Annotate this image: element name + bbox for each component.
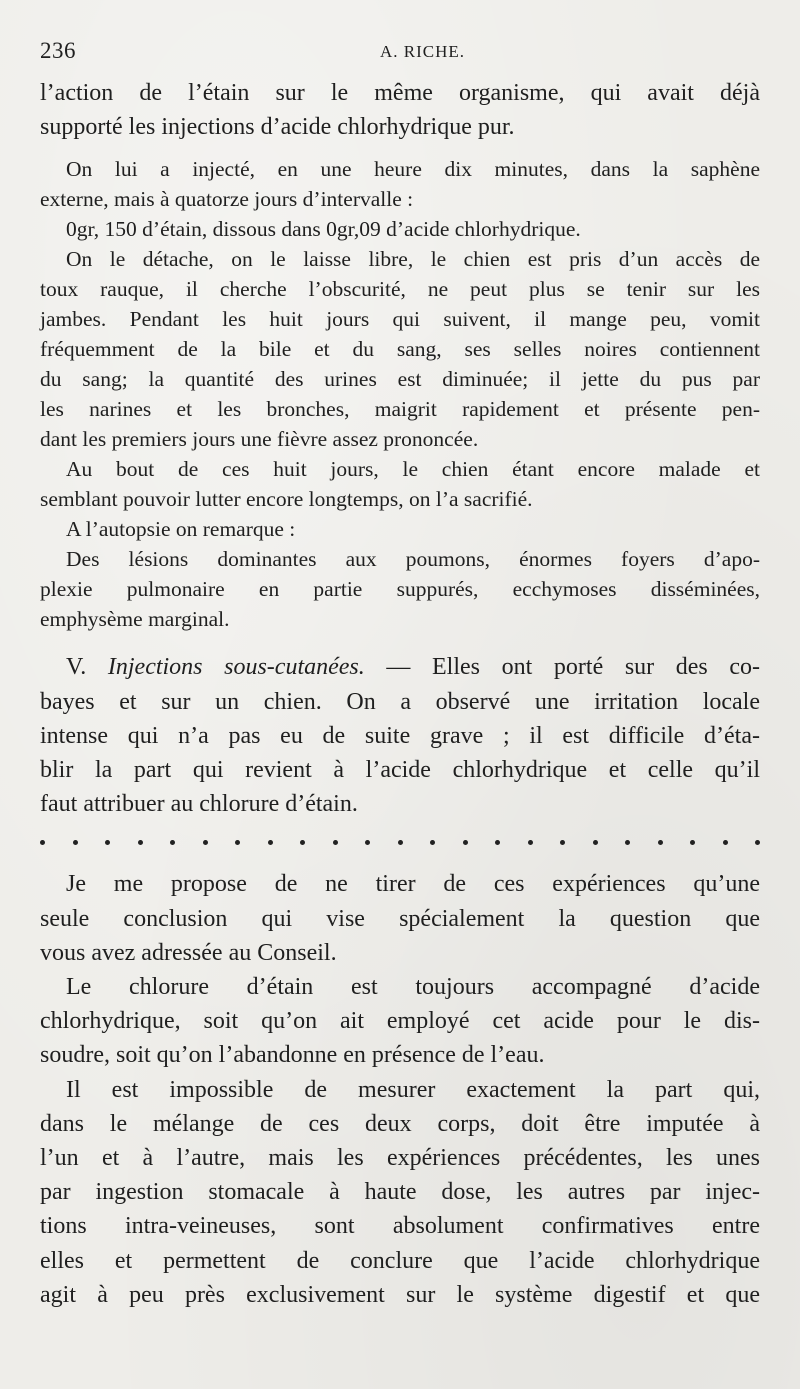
separator-dot — [40, 840, 45, 845]
page-header — [40, 38, 760, 68]
text-line: bayes et sur un chien. On a observé une irritation locale — [40, 688, 760, 715]
text-line: faut attribuer au chlorure d’étain. — [40, 791, 358, 818]
paragraph — [40, 244, 760, 454]
text-line: dant les premiers jours une fièvre assez prononcée. — [40, 427, 479, 452]
text-line: A l’autopsie on remarque : — [66, 517, 296, 542]
dotted-separator — [40, 827, 760, 857]
text-line: plexie pulmonaire en partie suppurés, ecchymoses disséminées, — [40, 577, 760, 602]
text-line: du sang; la quantité des urines est diminuée; il jette du pus par — [40, 367, 760, 392]
separator-dot — [723, 840, 728, 845]
text-line: Je me propose de ne tirer de ces expériences qu’une — [66, 871, 760, 898]
text-line: 0gr, 150 d’étain, dissous dans 0gr,09 d’acide chlorhydrique. — [66, 217, 581, 242]
page-number: 236 — [40, 38, 76, 63]
text-line: Il est impossible de mesurer exactement la part qui, — [66, 1076, 760, 1103]
text-line: tions intra-veineuses, sont absolument confirmatives entre — [40, 1213, 760, 1240]
text-line: intense qui n’a pas eu de suite grave ; il est difficile d’éta- — [40, 722, 760, 749]
text-line: vous avez adressée au Conseil. — [40, 939, 337, 966]
paragraph — [40, 544, 760, 634]
paragraph — [40, 154, 760, 214]
formula-line — [40, 214, 760, 244]
separator-dot — [170, 840, 175, 845]
separator-dot — [105, 840, 110, 845]
separator-dot — [495, 840, 500, 845]
text-line: chlorhydrique, soit qu’on ait employé cet acide pour le dis- — [40, 1008, 760, 1035]
text-line: les narines et les bronches, maigrit rapidement et présente pen- — [40, 397, 760, 422]
page-text — [40, 76, 760, 1312]
paragraph — [40, 867, 760, 970]
separator-dot — [73, 840, 78, 845]
text-line: seule conclusion qui vise spécialement la question que — [40, 905, 760, 932]
text-line: soudre, soit qu’on l’abandonne en présence de l’eau. — [40, 1042, 545, 1069]
text-line: fréquemment de la bile et du sang, ses selles noires contiennent — [40, 337, 760, 362]
text-line: elles et permettent de conclure que l’acide chlorhydrique — [40, 1247, 760, 1274]
section-label: V. — [66, 654, 87, 681]
text-line: dans le mélange de ces deux corps, doit être imputée à — [40, 1110, 760, 1137]
text-line: Des lésions dominantes aux poumons, énormes foyers d’apo- — [66, 547, 760, 572]
text-line: toux rauque, il cherche l’obscurité, ne peut plus se tenir sur les — [40, 277, 760, 302]
separator-dot — [430, 840, 435, 845]
separator-dot — [593, 840, 598, 845]
separator-dot — [235, 840, 240, 845]
section-title: Injections sous-cutanées. — [107, 654, 365, 681]
text-line: supporté les injections d’acide chlorhydrique pur. — [40, 114, 515, 141]
text-line: semblant pouvoir lutter encore longtemps, on l’a sacrifié. — [40, 487, 533, 512]
text-line: On le détache, on le laisse libre, le chien est pris d’un accès de — [66, 247, 760, 272]
paragraph — [40, 514, 760, 544]
text-line: Au bout de ces huit jours, le chien étant encore malade et — [66, 457, 760, 482]
paragraph — [40, 970, 760, 1073]
text-line: l’un et à l’autre, mais les expériences précédentes, les unes — [40, 1145, 760, 1172]
separator-dot — [268, 840, 273, 845]
separator-dot — [560, 840, 565, 845]
text-line: externe, mais à quatorze jours d’intervalle : — [40, 187, 414, 212]
paragraph — [40, 454, 760, 514]
separator-dot — [365, 840, 370, 845]
running-head: A. RICHE. — [380, 42, 466, 61]
section-heading-rest: — Elles ont porté sur des co- — [386, 654, 761, 681]
text-line: Le chlorure d’étain est toujours accompagné d’acide — [66, 974, 760, 1001]
separator-dot — [203, 840, 208, 845]
text-line: l’action de l’étain sur le même organisme, qui avait déjà — [40, 80, 760, 106]
separator-dot — [658, 840, 663, 845]
separator-dot — [333, 840, 338, 845]
text-line: blir la part qui revient à l’acide chlorhydrique et celle qu’il — [40, 757, 760, 784]
section-heading-line — [40, 650, 760, 684]
separator-dot — [300, 840, 305, 845]
separator-dot — [463, 840, 468, 845]
separator-dot — [755, 840, 760, 845]
separator-dot — [625, 840, 630, 845]
separator-dot — [398, 840, 403, 845]
separator-dot — [138, 840, 143, 845]
text-line: emphysème marginal. — [40, 607, 230, 632]
paragraph — [40, 76, 760, 144]
text-line: jambes. Pendant les huit jours qui suivent, il mange peu, vomit — [40, 307, 760, 332]
section-v — [40, 650, 760, 821]
separator-dot — [528, 840, 533, 845]
separator-dot — [690, 840, 695, 845]
text-line: agit à peu près exclusivement sur le système digestif et que — [40, 1281, 760, 1308]
text-line: On lui a injecté, en une heure dix minutes, dans la saphène — [66, 157, 760, 182]
text-line: par ingestion stomacale à haute dose, les autres par injec- — [40, 1179, 760, 1206]
paragraph — [40, 1073, 760, 1312]
